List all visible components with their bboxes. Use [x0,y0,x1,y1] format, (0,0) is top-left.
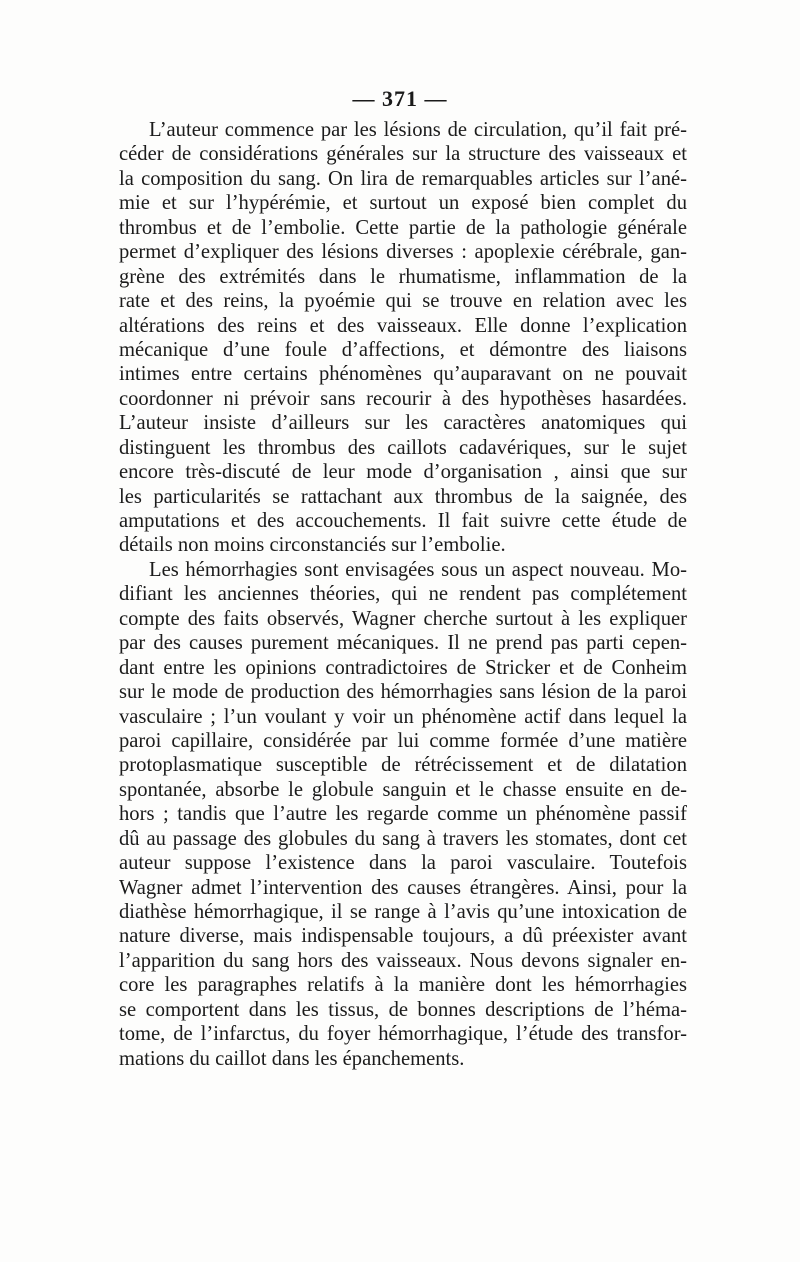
text-line: L’auteur insiste d’ailleurs sur les caractères anatomiques qui [119,412,687,435]
text-line: protoplasmatique susceptible de rétrécissement et de dilatation [119,754,687,777]
paragraph-circulation [119,118,687,558]
text-line: L’auteur commence par les lésions de circulation, qu’il fait pré- [149,119,687,141]
text-line: par des causes purement mécaniques. Il ne prend pas parti cepen- [119,632,687,655]
text-line: Les hémorrhagies sont envisagées sous un aspect nouveau. Mo- [149,558,687,581]
text-line: encore très-discuté de leur mode d’organisation , ainsi que sur [119,461,687,484]
text-line: dû au passage des globules du sang à travers les stomates, dont cet [119,827,687,850]
text-line: grène des extrémités dans le rhumatisme, inflammation de la [119,265,687,288]
text-line: auteur suppose l’existence dans la paroi vasculaire. Toutefois [119,852,687,875]
text-line: diathèse hémorrhagique, il se range à l’avis qu’une intoxication de [119,901,687,923]
text-line: détails non moins circonstanciés sur l’embolie. [119,534,506,557]
text-line: rate et des reins, la pyoémie qui se trouve en relation avec les [119,290,687,313]
text-line: céder de considérations générales sur la structure des vaisseaux et [119,143,687,166]
text-line: permet d’expliquer des lésions diverses : apoplexie cérébrale, gan- [119,241,687,264]
text-line: la composition du sang. On lira de remarquables articles sur l’ané- [119,167,687,190]
text-line: nature diverse, mais indispensable toujours, a dû préexister avant [119,925,687,948]
text-line: intimes entre certains phénomènes qu’auparavant on ne pouvait [119,363,687,386]
text-line: l’apparition du sang hors des vaisseaux. Nous devons signaler en- [119,949,687,972]
text-line: tome, de l’infarctus, du foyer hémorrhagique, l’étude des transfor- [119,1023,687,1046]
text-line: paroi capillaire, considérée par lui comme formée d’une matière [119,729,687,752]
text-line: dant entre les opinions contradictoires de Stricker et de Conheim [119,656,687,679]
page-number: — 371 — [352,86,448,111]
text-line: sur le mode de production des hémorrhagies sans lésion de la paroi [119,681,687,704]
text-line: hors ; tandis que l’autre les regarde comme un phénomène passif [119,803,687,826]
text-line: difiant les anciennes théories, qui ne rendent pas complétement [119,583,687,606]
text-line: thrombus et de l’embolie. Cette partie de la pathologie générale [119,216,687,239]
text-line: les particularités se rattachant aux thrombus de la saignée, des [119,485,687,508]
text-line: mie et sur l’hypérémie, et surtout un exposé bien complet du [119,192,687,215]
paragraph-hemorrhages [119,558,687,1071]
text-line: core les paragraphes relatifs à la manière dont les hémorrhagies [119,974,687,997]
text-line: Wagner admet l’intervention des causes étrangères. Ainsi, pour la [119,876,687,899]
body-text [119,118,687,1071]
text-line: mations du caillot dans les épanchements. [119,1047,465,1070]
text-line: vasculaire ; l’un voulant y voir un phénomène actif dans lequel la [119,705,687,728]
text-line: spontanée, absorbe le globule sanguin et le chasse ensuite en de- [119,778,687,801]
text-line: se comportent dans les tissus, de bonnes descriptions de l’héma- [119,998,687,1021]
text-line: amputations et des accouchements. Il fait suivre cette étude de [119,510,687,532]
text-line: compte des faits observés, Wagner cherche surtout à les expliquer [119,607,687,630]
text-line: coordonner ni prévoir sans recourir à des hypothèses hasardées. [119,387,687,410]
text-line: mécanique d’une foule d’affections, et démontre des liaisons [119,338,687,361]
text-line: altérations des reins et des vaisseaux. Elle donne l’explication [119,314,687,337]
text-line: distinguent les thrombus des caillots cadavériques, sur le sujet [119,436,687,459]
